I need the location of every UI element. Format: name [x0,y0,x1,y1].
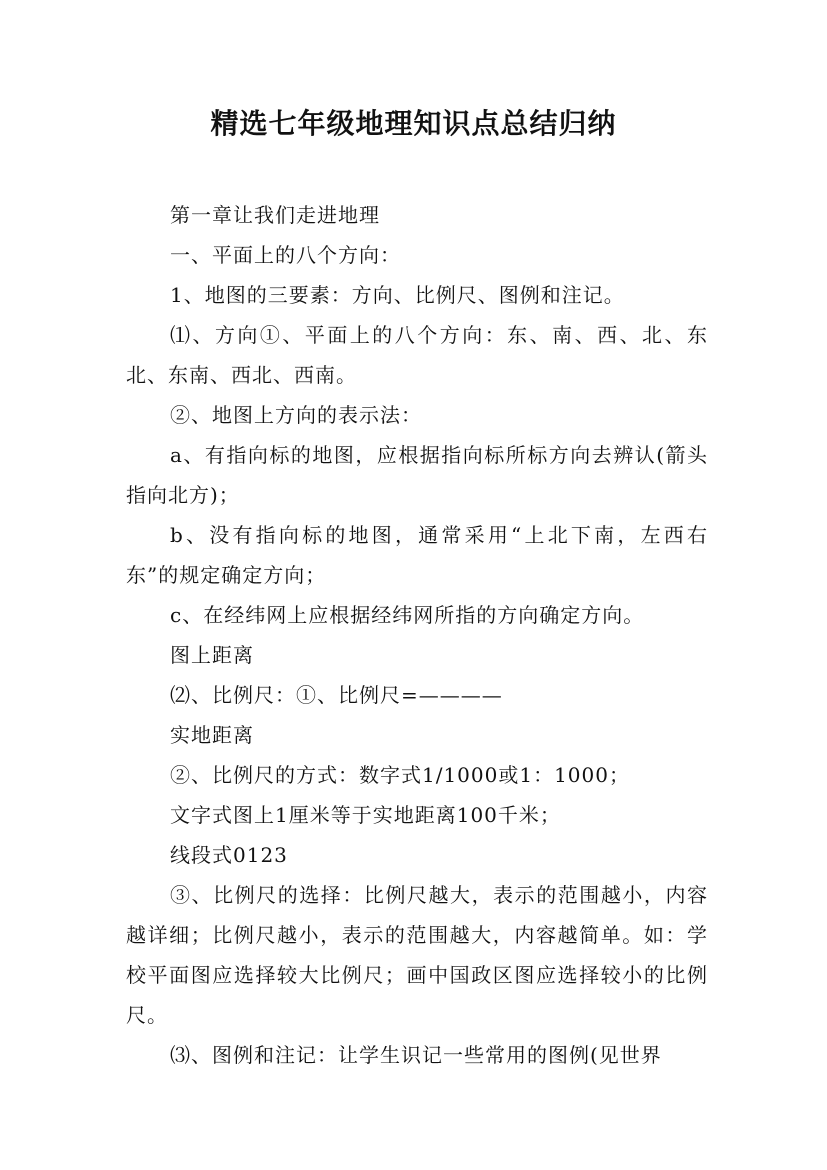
paragraph: ③、比例尺的选择：比例尺越大，表示的范围越小，内容越详细；比例尺越小，表示的范围越大，内容越简单。如：学校平面图应选择较大比例尺；画中国政区图应选择较小的比例尺。 [126,883,708,1027]
paragraph: 图上距离 [170,643,254,667]
paragraph: 1、地图的三要素：方向、比例尺、图例和注记。 [170,283,625,307]
document-body [126,195,708,1075]
paragraph: b、没有指向标的地图，通常采用“上北下南，左西右东”的规定确定方向； [126,523,708,587]
paragraph: 实地距离 [170,723,254,747]
paragraph: 文字式图上1厘米等于实地距离100千米； [170,803,561,827]
paragraph: ②、比例尺的方式：数字式1/1000或1：1000； [170,763,630,787]
paragraph: ⑴、方向①、平面上的八个方向：东、南、西、北、东北、东南、西北、西南。 [126,323,708,387]
paragraph: 线段式0123 [170,843,288,867]
paragraph: ②、地图上方向的表示法： [170,403,422,427]
paragraph: ⑶、图例和注记：让学生识记一些常用的图例(见世界 [170,1043,662,1067]
section-heading: 一、平面上的八个方向： [170,243,401,267]
paragraph: a、有指向标的地图，应根据指向标所标方向去辨认(箭头指向北方)； [126,443,708,507]
paragraph: c、在经纬网上应根据经纬网所指的方向确定方向。 [170,603,645,627]
document-title: 精选七年级地理知识点总结归纳 [210,107,617,140]
chapter-heading: 第一章让我们走进地理 [170,203,380,227]
paragraph: ⑵、比例尺：①、比例尺=———— [170,683,503,707]
